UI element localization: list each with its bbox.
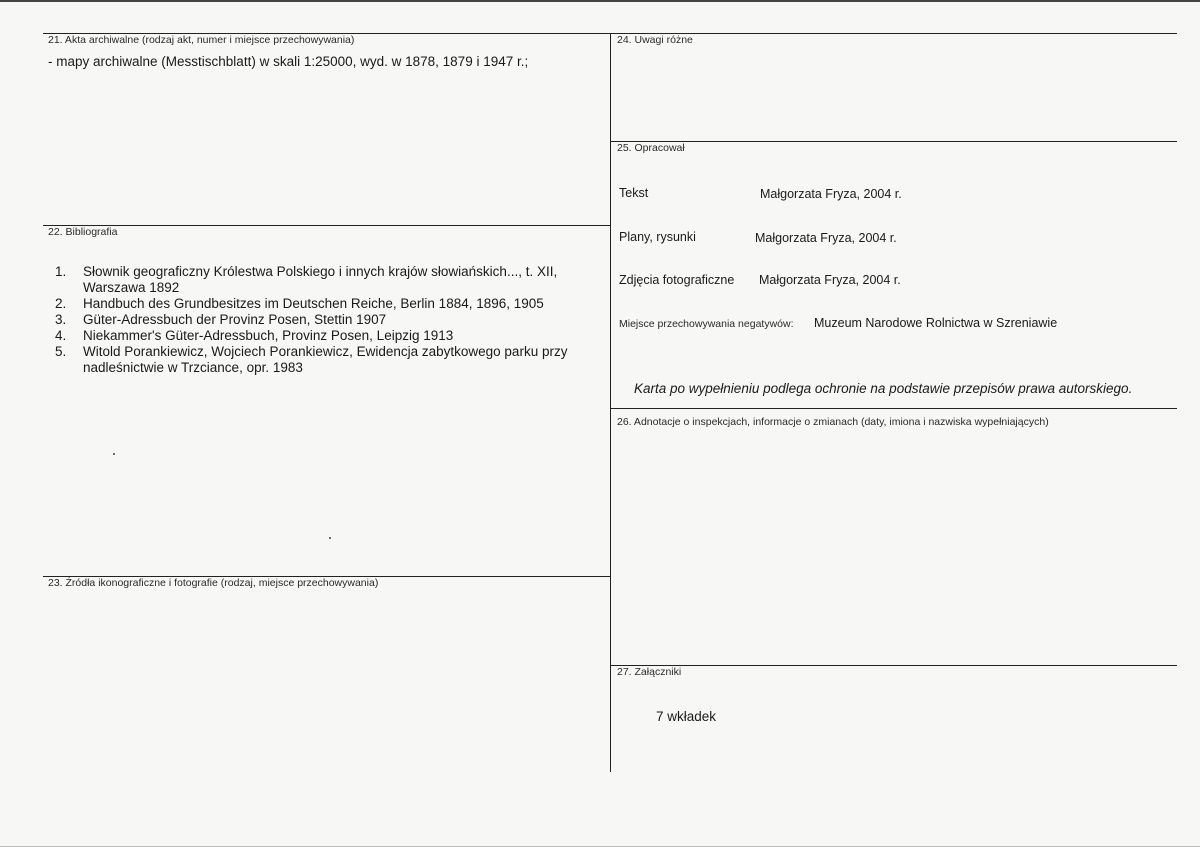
- bibliography-item: [55, 312, 600, 328]
- text-author-label: Tekst: [619, 186, 649, 200]
- bibliography-item-number: 3.: [55, 312, 67, 327]
- divider-27-top: [610, 665, 1177, 666]
- negatives-storage-label: Miejsce przechowywania negatywów:: [619, 318, 794, 330]
- column-separator: [610, 33, 611, 772]
- bibliography-item: [55, 328, 600, 344]
- attachments-content: 7 wkładek: [656, 709, 717, 724]
- bibliography-list: [55, 264, 600, 376]
- bibliography-item-text: Güter-Adressbuch der Provinz Posen, Stettin 1907: [83, 312, 387, 327]
- plans-author-label: Plany, rysunki: [619, 230, 696, 244]
- section-23-heading: 23. Źródła ikonograficzne i fotografie (rodzaj, miejsce przechowywania): [48, 577, 379, 589]
- photos-author-label: Zdjęcia fotograficzne: [619, 273, 735, 287]
- bibliography-item: [55, 344, 600, 376]
- plans-author-value: Małgorzata Fryza, 2004 r.: [755, 231, 897, 245]
- section-24-heading: 24. Uwagi różne: [617, 34, 693, 46]
- divider-26-top: [610, 408, 1177, 409]
- section-27-heading: 27. Załączniki: [617, 666, 682, 678]
- bibliography-item-number: 2.: [55, 296, 67, 311]
- divider-24-top: [610, 33, 1177, 34]
- scan-edge-top: [0, 0, 1200, 2]
- bibliography-item-text: Słownik geograficzny Królestwa Polskiego i innych krajów słowiańskich..., t. XII, Warszawa 1892: [83, 264, 558, 295]
- bibliography-item: [55, 264, 600, 296]
- bibliography-item-number: 1.: [55, 264, 67, 279]
- negatives-storage-value: Muzeum Narodowe Rolnictwa w Szreniawie: [814, 316, 1058, 330]
- photos-author-value: Małgorzata Fryza, 2004 r.: [759, 273, 901, 287]
- copyright-notice: Karta po wypełnieniu podlega ochronie na podstawie przepisów prawa autorskiego.: [634, 381, 1133, 396]
- section-21-content: - mapy archiwalne (Messtischblatt) w skali 1:25000, wyd. w 1878, 1879 i 1947 r.;: [48, 54, 529, 69]
- divider-22-top: [43, 225, 611, 226]
- bibliography-item-text: Handbuch des Grundbesitzes im Deutschen Reiche, Berlin 1884, 1896, 1905: [83, 296, 544, 311]
- scan-speck: [113, 453, 115, 455]
- divider-25-top: [610, 141, 1177, 142]
- text-author-value: Małgorzata Fryza, 2004 r.: [760, 187, 902, 201]
- bibliography-item: [55, 296, 600, 312]
- scan-speck: [329, 537, 331, 539]
- section-25-heading: 25. Opracował: [617, 142, 685, 154]
- bibliography-item-text: Witold Porankiewicz, Wojciech Porankiewicz, Ewidencja zabytkowego parku przy nadleśnictwie w Trzciance, opr. 1983: [83, 344, 568, 375]
- bibliography-item-text: Niekammer's Güter-Adressbuch, Provinz Posen, Leipzig 1913: [83, 328, 454, 343]
- bibliography-item-number: 5.: [55, 344, 67, 359]
- section-26-heading: 26. Adnotacje o inspekcjach, informacje o zmianach (daty, imiona i nazwiska wypełniających): [617, 416, 1049, 428]
- section-21-heading: 21. Akta archiwalne (rodzaj akt, numer i miejsce przechowywania): [48, 34, 355, 46]
- bibliography-item-number: 4.: [55, 328, 67, 343]
- section-22-heading: 22. Bibliografia: [48, 226, 118, 238]
